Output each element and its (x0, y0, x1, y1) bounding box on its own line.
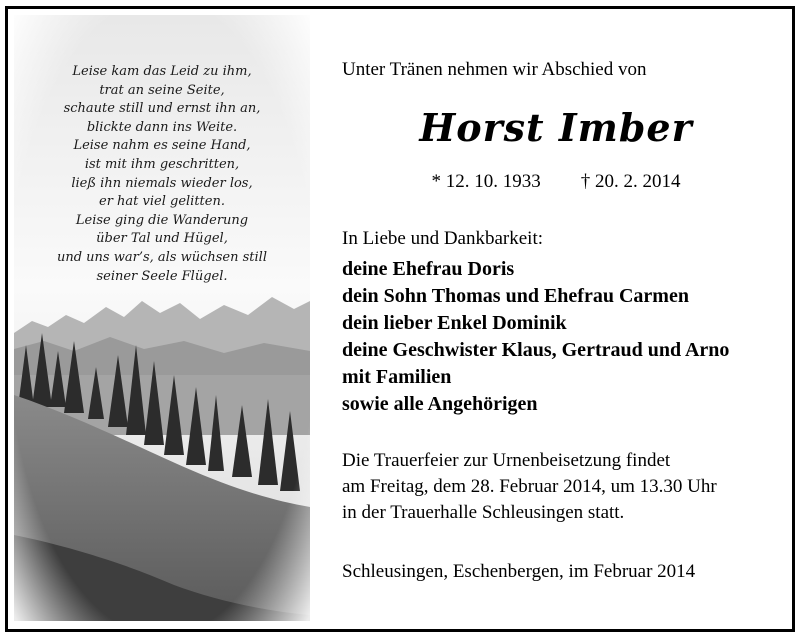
birth-date: * 12. 10. 1933 (431, 171, 541, 192)
service-line: Die Trauerfeier zur Urnenbeisetzung findet (342, 450, 671, 471)
death-date: † 20. 2. 2014 (580, 171, 681, 192)
poem-line: ließ ihn niemals wieder los, (71, 175, 253, 191)
mourner-item: deine Ehefrau Doris (342, 258, 515, 280)
mourners-list (342, 256, 729, 418)
mourner-item: mit Familien (342, 366, 452, 388)
poem-line: Leise kam das Leid zu ihm, (72, 64, 252, 79)
poem-line: trat an seine Seite, (99, 82, 225, 98)
place-date: Schleusingen, Eschenbergen, im Februar 2014 (342, 561, 696, 582)
poem-line: schaute still und ernst ihn an, (63, 101, 261, 117)
poem-line: über Tal und Hügel, (96, 231, 228, 247)
thanks-line: In Liebe und Dankbarkeit: (342, 228, 544, 249)
service-details (342, 448, 717, 526)
poem-line: und uns war’s, als wüchsen still (56, 249, 267, 265)
poem (14, 63, 310, 286)
poem-line: er hat viel gelitten. (99, 194, 225, 210)
mountain-landscape-photo (14, 15, 310, 621)
poem-line: Leise nahm es seine Hand, (73, 138, 251, 154)
poem-line: seiner Seele Flügel. (96, 268, 228, 284)
deceased-name: Horst Imber (419, 105, 693, 150)
service-line: am Freitag, dem 28. Februar 2014, um 13.30 Uhr (342, 476, 717, 497)
mourner-item: deine Geschwister Klaus, Gertraud und Arno (342, 339, 730, 361)
life-dates (342, 171, 770, 193)
service-line: in der Trauerhalle Schleusingen statt. (342, 502, 625, 523)
obituary-notice (5, 6, 795, 632)
poem-line: Leise ging die Wanderung (75, 212, 249, 228)
poem-line: blickte dann ins Weite. (86, 119, 238, 135)
notice-text (342, 9, 782, 629)
mourner-item: dein lieber Enkel Dominik (342, 312, 567, 334)
poem-line: ist mit ihm geschritten, (84, 156, 240, 172)
mourner-item: dein Sohn Thomas und Ehefrau Carmen (342, 285, 689, 307)
mourner-item: sowie alle Angehörigen (342, 393, 538, 415)
intro-line: Unter Tränen nehmen wir Abschied von (342, 59, 647, 80)
